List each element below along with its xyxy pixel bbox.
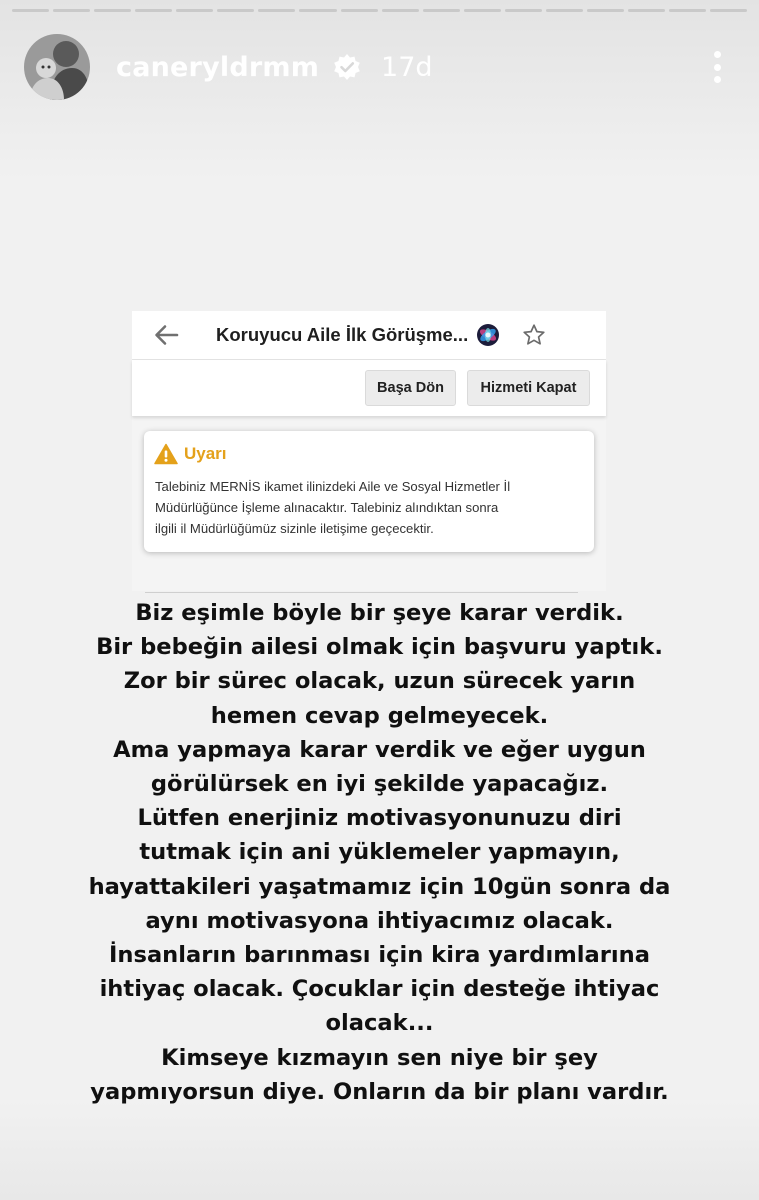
progress-segment [423, 9, 460, 12]
back-arrow-icon[interactable] [152, 321, 180, 349]
close-service-button[interactable]: Hizmeti Kapat [467, 370, 590, 406]
story-text-line: Ama yapmaya karar verdik ve eğer uygun [113, 736, 646, 763]
story-text-line: olacak... [325, 1010, 434, 1037]
warning-line: ilgili il Müdürlüğümüz sizinle iletişime geçecektir. [155, 521, 434, 536]
warning-icon [154, 443, 178, 465]
verified-badge-icon [333, 53, 361, 81]
progress-segment [53, 9, 90, 12]
warning-message [155, 476, 589, 539]
star-icon[interactable] [522, 323, 546, 347]
username[interactable]: caneryldrmm [116, 51, 320, 83]
progress-segment [258, 9, 295, 12]
story-header [24, 34, 729, 100]
progress-segment [135, 9, 172, 12]
story-text-line: aynı motivasyona ihtiyacımız olacak. [145, 907, 614, 934]
progress-segment [341, 9, 378, 12]
story-text-line: Lütfen enerjiniz motivasyonunuzu diri [137, 805, 622, 832]
story-text-line: tutmak için ani yüklemeler yapmayın, [139, 839, 620, 866]
page-title: Koruyucu Aile İlk Görüşme... [216, 324, 469, 345]
warning-line: Müdürlüğünce İşleme alınacaktır. Talebiniz alındıktan sonra [155, 500, 499, 515]
progress-segment [464, 9, 501, 12]
progress-segment [628, 9, 665, 12]
progress-segment [94, 9, 131, 12]
progress-segment [505, 9, 542, 12]
story-text-line: hayattakileri yaşatmamız için 10gün sonra da [88, 873, 671, 900]
warning-title: Uyarı [184, 444, 227, 463]
avatar[interactable] [24, 34, 90, 100]
warning-card [144, 431, 594, 552]
story-text-line: Kimseye kızmayın sen niye bir şey [161, 1044, 598, 1071]
progress-segment [710, 9, 747, 12]
progress-segment [217, 9, 254, 12]
embedded-app-screenshot [132, 311, 606, 591]
action-bar [132, 360, 606, 416]
story-text [40, 596, 719, 1109]
progress-segment [669, 9, 706, 12]
divider [145, 592, 578, 593]
warning-line: Talebiniz MERNİS ikamet ilinizdeki Aile ve Sosyal Hizmetler İl [155, 479, 511, 494]
back-to-start-button[interactable]: Başa Dön [365, 370, 456, 406]
story-progress-bar [12, 9, 747, 12]
story-text-line: yapmıyorsun diye. Onların da bir planı vardır. [90, 1078, 669, 1105]
story-text-line: görülürsek en iyi şekilde yapacağız. [150, 771, 609, 798]
story-text-line: İnsanların barınması için kira yardımlarına [109, 942, 650, 969]
progress-segment [12, 9, 49, 12]
progress-segment [299, 9, 336, 12]
app-header [132, 311, 606, 360]
progress-segment [546, 9, 583, 12]
story-text-line: hemen cevap gelmeyecek. [210, 702, 549, 729]
progress-segment [587, 9, 624, 12]
story-text-line: Zor bir sürec olacak, uzun sürecek yarın [123, 668, 636, 695]
siri-icon[interactable] [476, 323, 500, 347]
progress-segment [382, 9, 419, 12]
story-text-line: Bir bebeğin ailesi olmak için başvuru yaptık. [96, 634, 663, 661]
warning-header [154, 443, 227, 465]
progress-segment [176, 9, 213, 12]
more-options-icon[interactable] [705, 47, 729, 87]
post-time: 17d [381, 51, 433, 83]
story-text-line: Biz eşimle böyle bir şeye karar verdik. [135, 600, 624, 626]
story-text-line: ihtiyaç olacak. Çocuklar için desteğe ihtiyac [99, 976, 660, 1003]
